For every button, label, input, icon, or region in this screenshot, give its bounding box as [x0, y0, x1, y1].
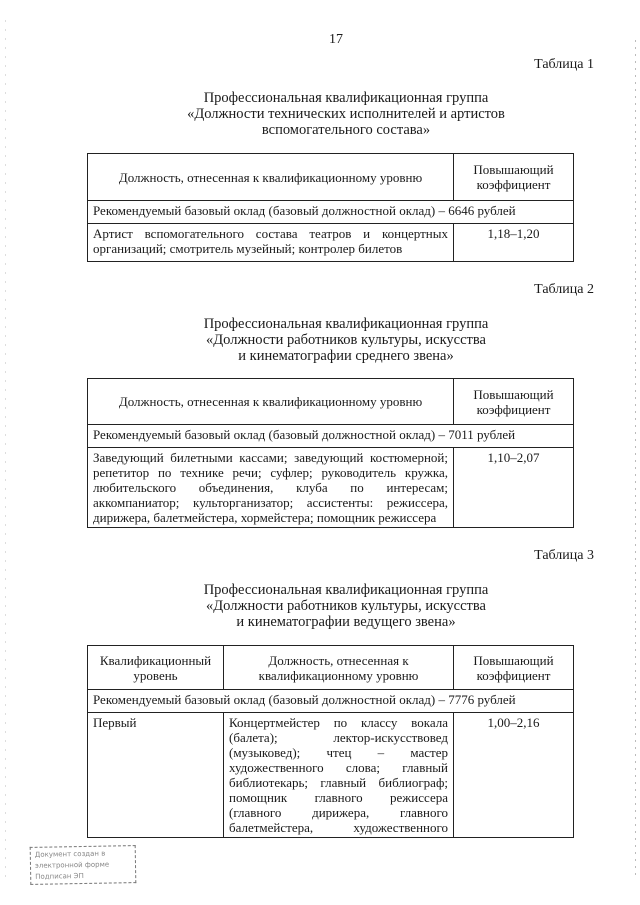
stamp-line: Документ создан в — [34, 849, 106, 859]
text-line: балетмейстера, художественного — [229, 820, 448, 835]
table2-caption-line: и кинематографии среднего звена» — [238, 348, 454, 364]
table3-header-coef: Повышающий коэффициент — [454, 646, 574, 690]
text-line: библиотекарь; главный библиограф; — [229, 775, 448, 790]
table2-row-coef: 1,10–2,07 — [454, 448, 574, 528]
table3-caption — [60, 582, 632, 630]
table2-caption-line: Профессиональная квалификационная группа — [203, 316, 489, 332]
text-line: дирижера, балетмейстера, хормейстера; помощник режиссера — [93, 510, 437, 525]
table2-header-coef: Повышающий коэффициент — [454, 379, 574, 425]
table3-header-position: Должность, отнесенная к квалификационному уровню — [224, 646, 454, 690]
text-line: художественного слова; главный — [229, 760, 448, 775]
table3-header-level: Квалификационный уровень — [88, 646, 224, 690]
table1-row-position — [88, 224, 454, 262]
text-line: любительского объединения, клуба по интересам; — [93, 480, 448, 495]
table2-header-position: Должность, отнесенная к квалификационному уровню — [88, 379, 454, 425]
table1-base-salary: Рекомендуемый базовый оклад (базовый должностной оклад) – 6646 рублей — [88, 201, 574, 224]
table1-caption-line: вспомогательного состава» — [261, 122, 431, 138]
table2-caption — [60, 316, 632, 364]
table2 — [87, 378, 574, 528]
text-line: Концертмейстер по классу вокала — [229, 715, 448, 730]
table3-caption-line: и кинематографии ведущего звена» — [236, 614, 456, 630]
text-line: Заведующий билетными кассами; заведующий костюмерной; — [93, 450, 448, 465]
table1-label: Таблица 1 — [534, 57, 594, 72]
table2-base-salary: Рекомендуемый базовый оклад (базовый должностной оклад) – 7011 рублей — [88, 425, 574, 448]
table3-row-position — [224, 713, 454, 838]
table1-caption — [60, 90, 632, 138]
text-line: (музыковед); чтец – мастер — [229, 745, 448, 760]
stamp-line: Подписан ЭП — [35, 871, 84, 881]
table3-row-level: Первый — [88, 713, 224, 838]
table3-label: Таблица 3 — [534, 548, 594, 563]
table2-caption-line: «Должности работников культуры, искусства — [206, 332, 486, 348]
electronic-signature-stamp — [30, 845, 137, 885]
text-line: репетитор по технике речи; суфлер; руководитель кружка, — [93, 465, 448, 480]
text-line: аккомпаниатор; культорганизатор; ассистенты: режиссера, — [93, 495, 448, 510]
scan-edge-left — [5, 20, 6, 880]
table1-caption-line: «Должности технических исполнителей и артистов — [187, 106, 505, 122]
table1-caption-line: Профессиональная квалификационная группа — [203, 90, 489, 106]
table1-header-position: Должность, отнесенная к квалификационному уровню — [88, 154, 454, 201]
text-line: помощник главного режиссера — [229, 790, 448, 805]
table1-row-coef: 1,18–1,20 — [454, 224, 574, 262]
table1 — [87, 153, 574, 262]
table3-row-coef: 1,00–2,16 — [454, 713, 574, 838]
table3-caption-line: Профессиональная квалификационная группа — [203, 582, 489, 598]
text-line: (главного дирижера, главного — [229, 805, 448, 820]
table3 — [87, 645, 574, 838]
stamp-line: электронной форме — [34, 860, 110, 870]
table1-header-coef: Повышающий коэффициент — [454, 154, 574, 201]
text-line: (балета); лектор-искусствовед — [229, 730, 448, 745]
page-number: 17 — [329, 32, 343, 47]
table3-base-salary: Рекомендуемый базовый оклад (базовый должностной оклад) – 7776 рублей — [88, 690, 574, 713]
table2-row-position — [88, 448, 454, 528]
text-line: Артист вспомогательного состава театров и концертных — [93, 226, 448, 241]
scan-edge-right — [635, 40, 636, 880]
text-line: организаций; смотритель музейный; контролер билетов — [93, 241, 403, 256]
table2-label: Таблица 2 — [534, 282, 594, 297]
table3-caption-line: «Должности работников культуры, искусства — [206, 598, 486, 614]
